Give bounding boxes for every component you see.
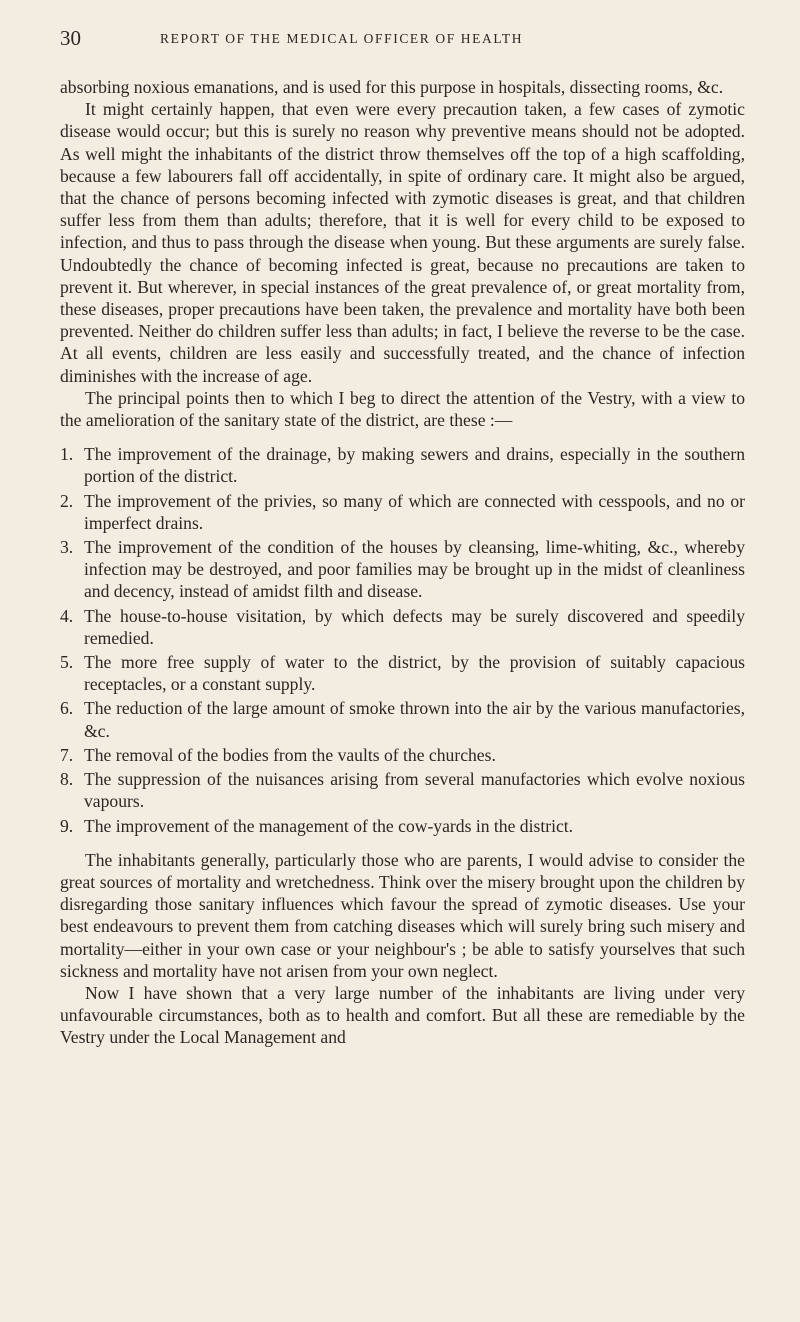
list-item-number: 5. <box>60 652 74 673</box>
list-item-number: 3. <box>60 537 74 558</box>
list-item <box>60 651 745 695</box>
list-item <box>60 697 745 741</box>
list-item-text: The suppression of the nuisances arising from several manufactories which evolve noxious vapours. <box>84 769 745 812</box>
paragraph-remediable: Now I have shown that a very large number of the inhabitants are living under very unfavourable circumstances, both as to health and comfort. But all these are remediable by the Vestry under the Local Management and <box>60 982 745 1048</box>
list-item-number: 1. <box>60 444 74 465</box>
list-item-text: The improvement of the privies, so many of which are connected with cesspools, and no or imperfect drains. <box>84 490 745 533</box>
paragraph-principal-points-intro: The principal points then to which I beg to direct the attention of the Vestry, with a view to the amelioration of the sanitary state of the district, are these :— <box>60 387 745 431</box>
list-item-text: The house-to-house visitation, by which defects may be surely discovered and speedily remedied. <box>84 605 745 648</box>
page-number: 30 <box>60 26 81 50</box>
list-item-number: 8. <box>60 769 74 790</box>
list-item <box>60 443 745 487</box>
page-header <box>60 26 740 56</box>
list-item-number: 9. <box>60 815 74 836</box>
list-item-number: 2. <box>60 490 74 511</box>
list-item <box>60 768 745 812</box>
list-item <box>60 605 745 649</box>
list-item <box>60 536 745 603</box>
list-item <box>60 744 745 766</box>
list-item-text: The improvement of the drainage, by making sewers and drains, especially in the southern portion of the district. <box>84 444 745 487</box>
body-text <box>60 76 745 1049</box>
list-item-text: The reduction of the large amount of smoke thrown into the air by the various manufactories, &c. <box>84 698 745 741</box>
list-item-text: The improvement of the management of the cow-yards in the district. <box>84 815 574 836</box>
paragraph-advice-to-inhabitants: The inhabitants generally, particularly those who are parents, I would advise to consider the great sources of mortality and wretchedness. Think over the misery brought upon the children by disregarding those sanitary influences which favour the spread of zymotic diseases. Use your best endeavours to prevent them from catching diseases which will surely bring such misery and mortality—either in your own case or your neighbour's ; be able to satisfy yourselves that such sickness and mortality have not arisen from your own neglect. <box>60 849 745 981</box>
running-head: REPORT OF THE MEDICAL OFFICER OF HEALTH <box>160 31 524 46</box>
list-item <box>60 490 745 534</box>
list-item <box>60 815 745 837</box>
list-item-text: The removal of the bodies from the vaults of the churches. <box>84 744 496 765</box>
paragraph-precautions: It might certainly happen, that even were every precaution taken, a few cases of zymotic disease would occur; but this is surely no reason why preventive means should not be adopted. As well might the inhabitants of the district throw themselves off the top of a high scaffolding, because a few labourers fall off accidentally, in spite of ordinary care. It might also be argued, that the chance of persons becoming infected with zymotic diseases is great, and that children suffer less from them than adults; therefore, that it is well for every child to be exposed to infection, and thus to pass through the disease when young. But these arguments are surely false. Undoubtedly the chance of becoming infected is great, because no precautions are taken to prevent it. But wherever, in special instances of the great prevalence of, or great mortality from, these diseases, proper precautions have been taken, the prevalence and mortality have both been prevented. Neither do children suffer less than adults; in fact, I believe the reverse to be the case. At all events, children are less easily and successfully treated, and the chance of infection diminishes with the increase of age. <box>60 99 745 386</box>
paragraph-continued: absorbing noxious emanations, and is used for this purpose in hospitals, dissecting rooms, &c. <box>60 77 724 97</box>
list-item-text: The more free supply of water to the district, by the provision of suitably capacious receptacles, or a constant supply. <box>84 652 745 695</box>
list-item-text: The improvement of the condition of the houses by cleansing, lime-whiting, &c., whereby infection may be destroyed, and poor families may be brought up in the midst of cleanliness and decency, instead of amidst filth and disease. <box>84 537 745 602</box>
list-item-number: 7. <box>60 744 74 765</box>
list-item-number: 6. <box>60 698 74 719</box>
list-item-number: 4. <box>60 605 74 626</box>
principal-points-list <box>60 443 745 836</box>
